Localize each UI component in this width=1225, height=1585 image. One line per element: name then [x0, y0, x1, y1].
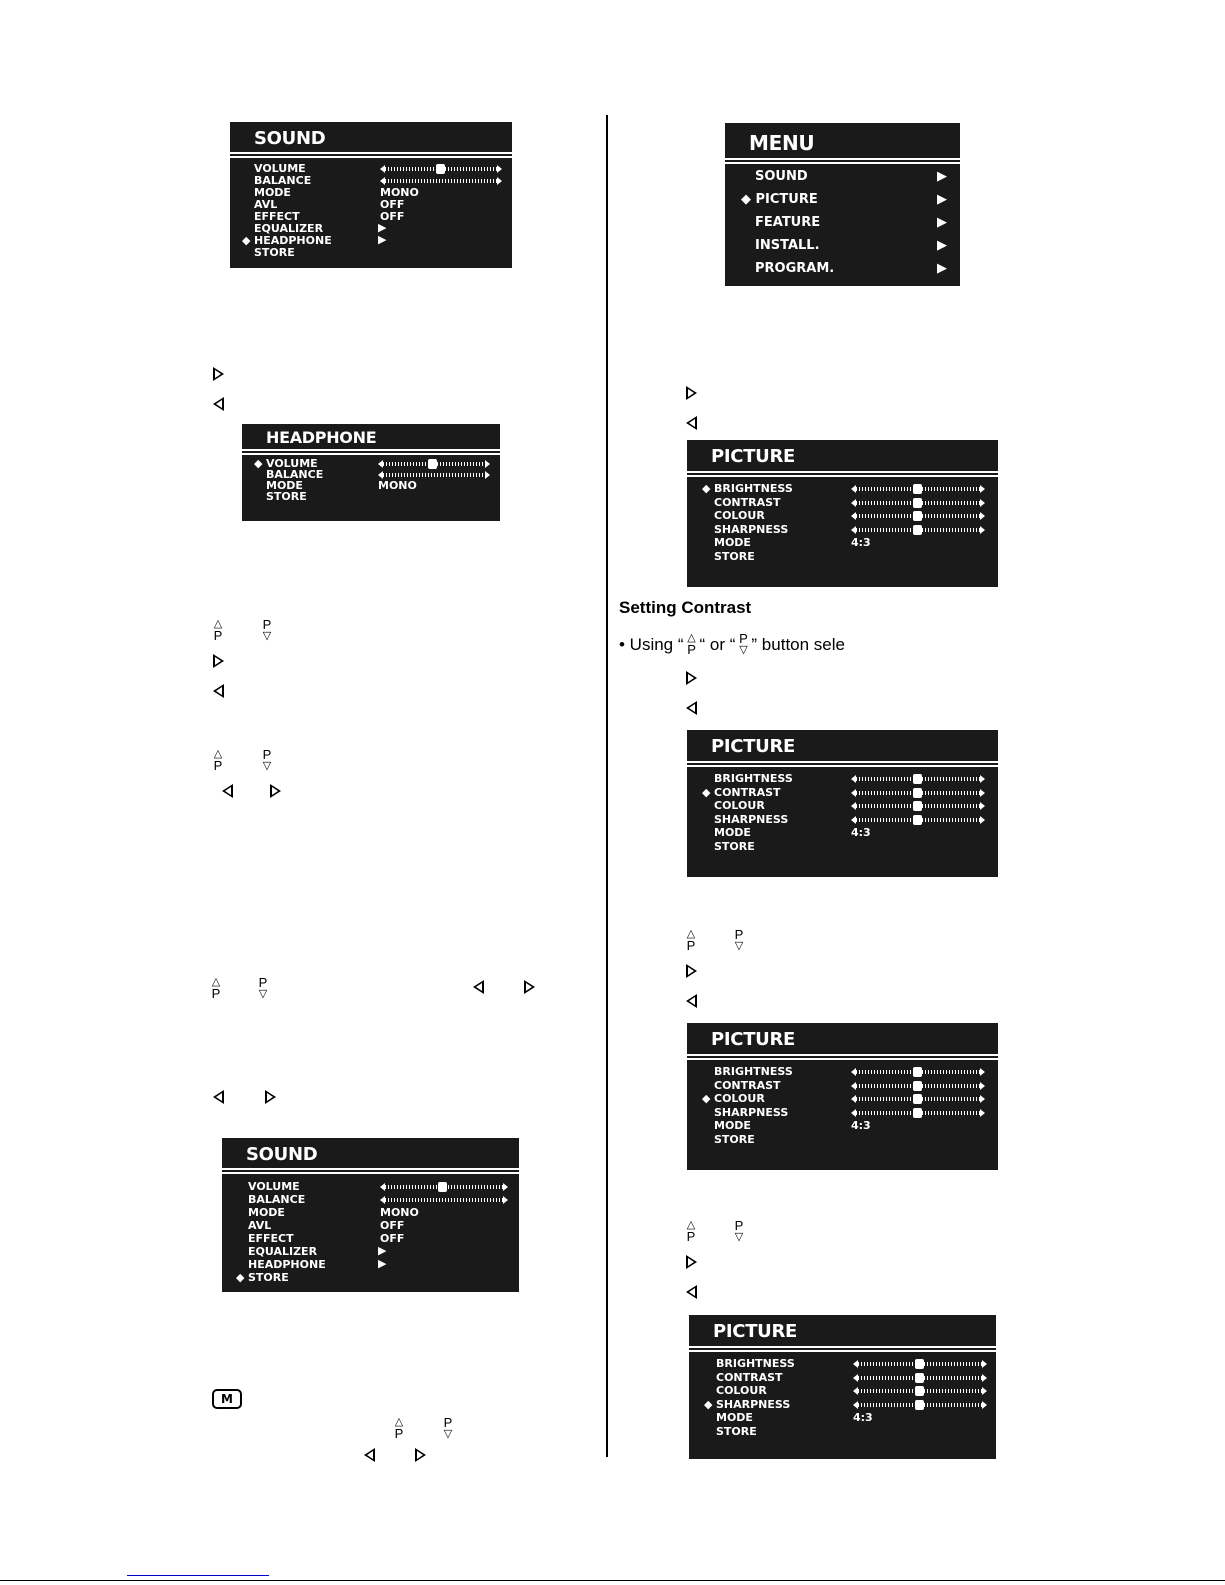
section-heading: Setting Contrast: [619, 598, 752, 617]
right-button-icon: [686, 964, 697, 978]
cursor-icon: ◆: [702, 1092, 711, 1105]
menu-item-install: INSTALL.: [755, 238, 820, 253]
p-down-button-icon: P ▽: [262, 747, 272, 772]
submenu-arrow-icon: ▶: [378, 1257, 387, 1270]
left-button-icon: [364, 1448, 375, 1462]
p-down-button-icon: P ▽: [443, 1415, 453, 1440]
submenu-arrow-icon: ▶: [937, 215, 947, 230]
p-up-button-icon: △ P: [213, 618, 223, 643]
cursor-icon: ◆: [704, 1397, 713, 1411]
balance-slider: [380, 1196, 508, 1204]
osd-title: PICTURE: [711, 446, 796, 467]
volume-slider: [380, 1183, 508, 1191]
sound-osd-screen: SOUND VOLUME BALANCE MODE MONO AVL OFF EFFECT OFF EQUALIZER ▶ ◆ HEADPHONE ▶ STORE: [230, 122, 512, 268]
left-button-icon: [213, 1090, 224, 1104]
right-button-icon: [270, 784, 281, 798]
p-up-button-icon: △ P: [211, 976, 221, 1001]
picture-slider: [851, 789, 985, 797]
cursor-icon: ◆: [236, 1271, 245, 1284]
balance-slider: [378, 471, 490, 479]
headphone-osd-screen: HEADPHONE ◆ VOLUME BALANCE MODE MONO STORE: [242, 424, 500, 521]
balance-slider: [380, 177, 502, 185]
p-up-button-icon: △ P: [686, 928, 696, 953]
picture-slider: [851, 526, 985, 534]
menu-item-program: PROGRAM.: [755, 261, 835, 276]
p-down-button-icon: P ▽: [739, 630, 748, 656]
picture-osd-screen: PICTURE ◆ BRIGHTNESS CONTRAST COLOUR SHARPNESS MODE 4:3 STORE: [687, 440, 998, 587]
picture-slider: [851, 816, 985, 824]
menu-button-icon: M: [212, 1389, 242, 1409]
volume-slider: [378, 460, 490, 468]
cursor-icon: ◆: [741, 192, 751, 207]
column-divider: [606, 115, 608, 1457]
p-up-button-icon: △ P: [686, 1219, 696, 1244]
picture-slider: [853, 1401, 987, 1409]
cursor-icon: ◆: [242, 234, 251, 247]
menu-item-feature: FEATURE: [755, 215, 821, 230]
instruction-text: • Using “ △ P “ or “ P ▽ ” button sele: [619, 630, 845, 657]
picture-osd-screen: PICTURE BRIGHTNESS ◆ CONTRAST COLOUR SHARPNESS MODE 4:3 STORE: [687, 730, 998, 877]
picture-slider: [851, 1068, 985, 1076]
osd-title: HEADPHONE: [266, 428, 377, 447]
right-button-icon: [213, 654, 224, 668]
left-button-icon: [473, 980, 484, 994]
osd-title: PICTURE: [711, 736, 796, 757]
picture-slider: [851, 1109, 985, 1117]
right-button-icon: [415, 1448, 426, 1462]
picture-osd-screen: PICTURE BRIGHTNESS CONTRAST ◆ COLOUR SHARPNESS MODE 4:3 STORE: [687, 1023, 998, 1170]
cursor-icon: ◆: [702, 785, 711, 799]
submenu-arrow-icon: ▶: [937, 169, 947, 184]
picture-slider: [851, 499, 985, 507]
p-down-button-icon: P ▽: [734, 1218, 744, 1243]
picture-slider: [853, 1387, 987, 1395]
left-button-icon: [686, 416, 697, 430]
p-down-button-icon: P ▽: [734, 927, 744, 952]
picture-slider: [851, 485, 985, 493]
footer-link-underline: [127, 1575, 269, 1576]
menu-item-sound: SOUND: [755, 169, 808, 184]
volume-slider: [380, 165, 502, 173]
submenu-arrow-icon: ▶: [378, 1244, 387, 1257]
p-up-button-icon: △ P: [213, 748, 223, 773]
right-button-icon: [686, 671, 697, 685]
osd-title: MENU: [749, 131, 815, 155]
left-button-icon: [213, 397, 224, 411]
footer-line: [0, 1580, 1225, 1581]
right-button-icon: [686, 1255, 697, 1269]
cursor-icon: ◆: [702, 482, 711, 495]
submenu-arrow-icon: ▶: [378, 221, 387, 234]
menu-item-picture: ◆ PICTURE: [741, 192, 818, 207]
sound-osd-screen: SOUND VOLUME BALANCE MODE MONO AVL OFF EFFECT OFF EQUALIZER ▶ HEADPHONE ▶ ◆ STORE: [222, 1138, 519, 1292]
submenu-arrow-icon: ▶: [937, 261, 947, 276]
left-button-icon: [686, 1285, 697, 1299]
picture-slider: [851, 802, 985, 810]
right-button-icon: [213, 367, 224, 381]
osd-title: PICTURE: [711, 1029, 796, 1050]
right-button-icon: [524, 980, 535, 994]
submenu-arrow-icon: ▶: [937, 192, 947, 207]
right-button-icon: [265, 1090, 276, 1104]
left-button-icon: [213, 684, 224, 698]
main-menu-osd-screen: [725, 123, 960, 286]
submenu-arrow-icon: ▶: [937, 238, 947, 253]
picture-slider: [853, 1374, 987, 1382]
picture-osd-screen: PICTURE BRIGHTNESS CONTRAST COLOUR ◆ SHARPNESS MODE 4:3 STORE: [689, 1315, 996, 1459]
osd-title: PICTURE: [713, 1321, 798, 1342]
left-button-icon: [686, 994, 697, 1008]
p-down-button-icon: P ▽: [258, 975, 268, 1000]
p-up-button-icon: △ P: [687, 631, 696, 657]
right-button-icon: [686, 386, 697, 400]
picture-slider: [853, 1360, 987, 1368]
p-up-button-icon: △ P: [394, 1416, 404, 1441]
p-down-button-icon: P ▽: [262, 617, 272, 642]
left-button-icon: [222, 784, 233, 798]
picture-slider: [851, 1082, 985, 1090]
picture-slider: [851, 1095, 985, 1103]
osd-title: SOUND: [254, 128, 326, 149]
cursor-icon: ◆: [254, 457, 263, 470]
picture-slider: [851, 512, 985, 520]
osd-title: SOUND: [246, 1144, 318, 1165]
left-button-icon: [686, 701, 697, 715]
submenu-arrow-icon: ▶: [378, 233, 387, 246]
picture-slider: [851, 775, 985, 783]
